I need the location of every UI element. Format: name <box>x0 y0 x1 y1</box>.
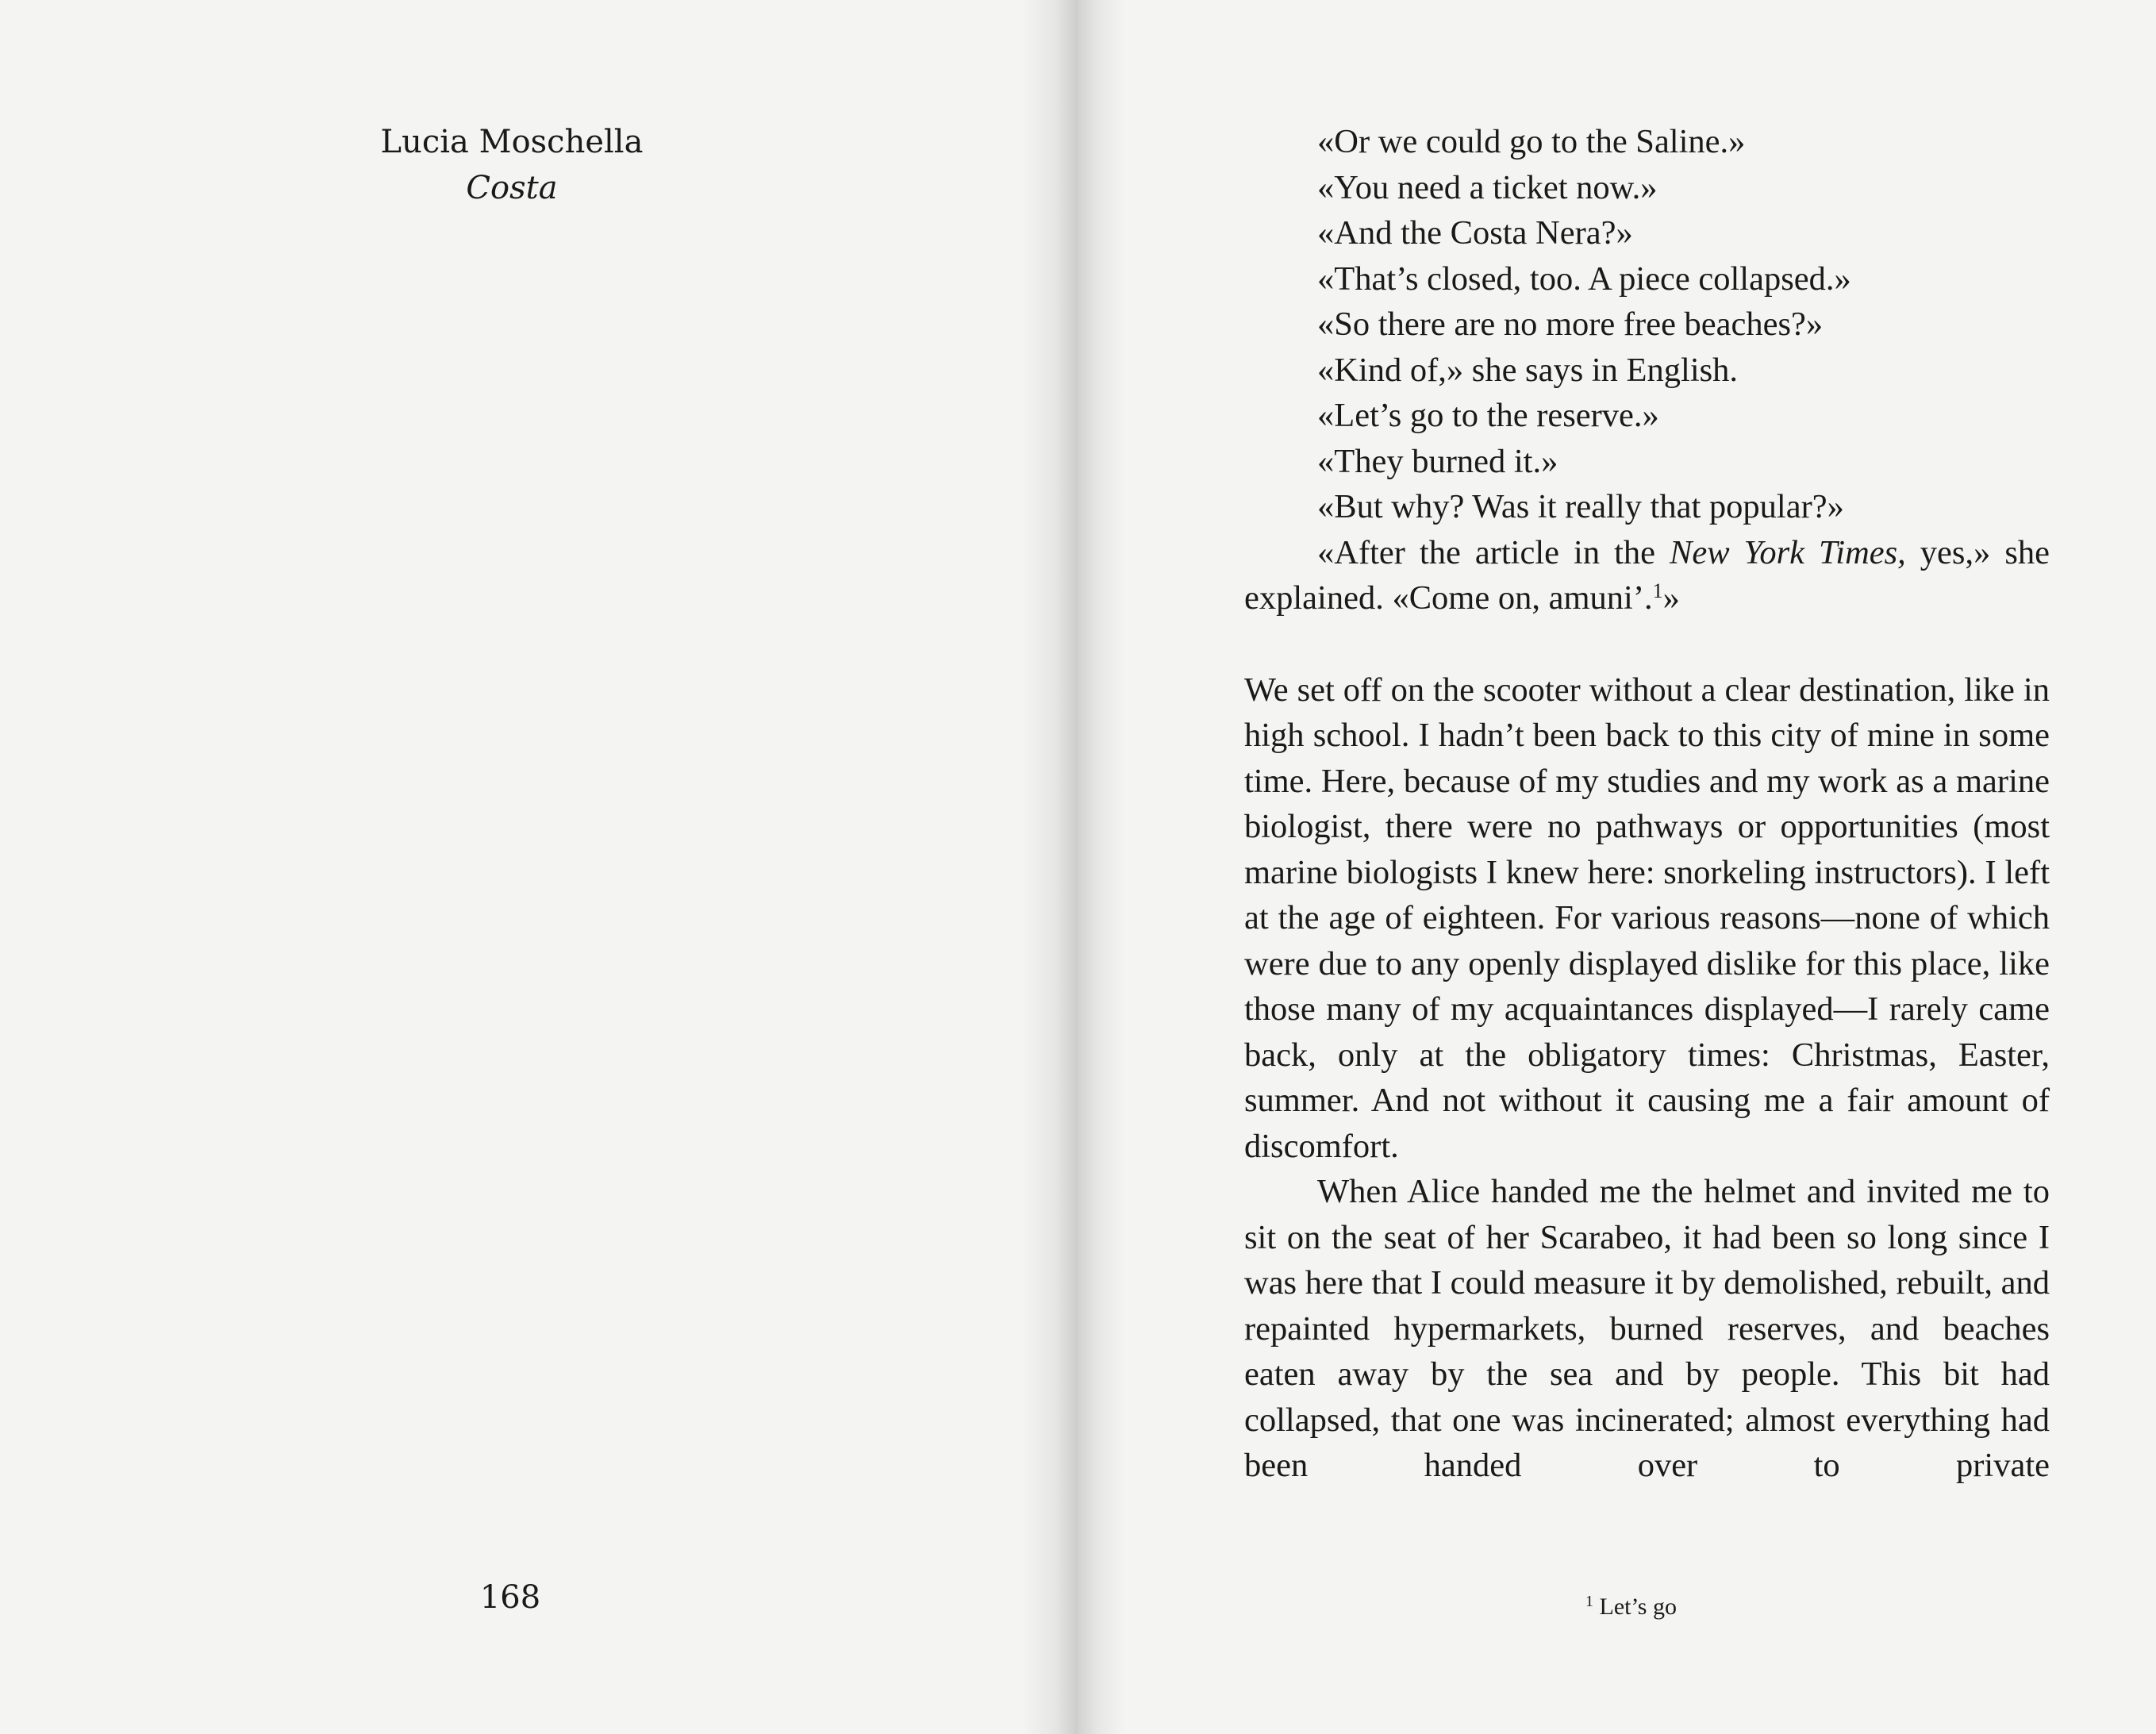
dialogue-line: «They burned it.» <box>1317 442 1558 480</box>
story-title: Costa <box>466 170 558 206</box>
dialogue-line-final <box>1244 530 2050 621</box>
author-name: Lucia Moschella <box>380 124 644 160</box>
dialogue-line: «Kind of,» she says in English. <box>1317 351 1739 389</box>
right-page <box>1078 0 2156 1734</box>
paragraph: When Alice handed me the helmet and invited me to sit on the seat of her Scarabeo, it had been so long since I was here that I could measure it by demolished, rebuilt, and repainted hypermarkets, burned reserves, and beaches eaten away by the sea and by people. This bit had collapsed, that one was incinerated; almost everything had been handed over to private <box>1244 1173 2050 1484</box>
dialogue-text: » <box>1662 579 1680 617</box>
dialogue-line: «So there are no more free beaches?» <box>1317 306 1824 343</box>
paragraph: We set off on the scooter without a clear destination, like in high school. I hadn’t been back to this city of mine in some time. Here, because of my studies and my work as a marine biologist, there were no pathways or opportunities (most marine biologists I knew here: snorkeling instructors). I left at the age of eighteen. For various reasons—none of which were due to any openly displayed dislike for this place, like those many of my acquaintances displayed—I rarely came back, only at the obligatory times: Christmas, Easter, summer. And not without it causing me a fair amount of discomfort. <box>1244 671 2050 1165</box>
newspaper-title: New York Times, <box>1670 533 1906 571</box>
footnote-ref: 1 <box>1652 579 1663 602</box>
gutter-shadow <box>1022 0 1078 1734</box>
footnote <box>1585 1594 1677 1621</box>
dialogue-line: «You need a ticket now.» <box>1317 168 1658 206</box>
dialogue-line: «Let’s go to the reserve.» <box>1317 397 1659 434</box>
dialogue-line: «But why? Was it really that popular?» <box>1317 488 1844 525</box>
dialogue-text: yes,» she explained. «Come on, amuni’. <box>1244 533 2050 617</box>
footnote-text: Let’s go <box>1599 1594 1677 1620</box>
page-number: 168 <box>479 1579 541 1616</box>
running-head <box>341 119 682 211</box>
gutter-shadow <box>1078 0 1125 1734</box>
dialogue-line: «Or we could go to the Saline.» <box>1317 123 1746 160</box>
dialogue-line: «And the Costa Nera?» <box>1317 214 1633 252</box>
body-text <box>1244 119 2050 1489</box>
dialogue-line: «That’s closed, too. A piece collapsed.» <box>1317 260 1851 298</box>
dialogue-text: «After the article in the <box>1317 533 1670 571</box>
section-break <box>1244 621 2050 667</box>
footnote-marker: 1 <box>1585 1593 1593 1610</box>
